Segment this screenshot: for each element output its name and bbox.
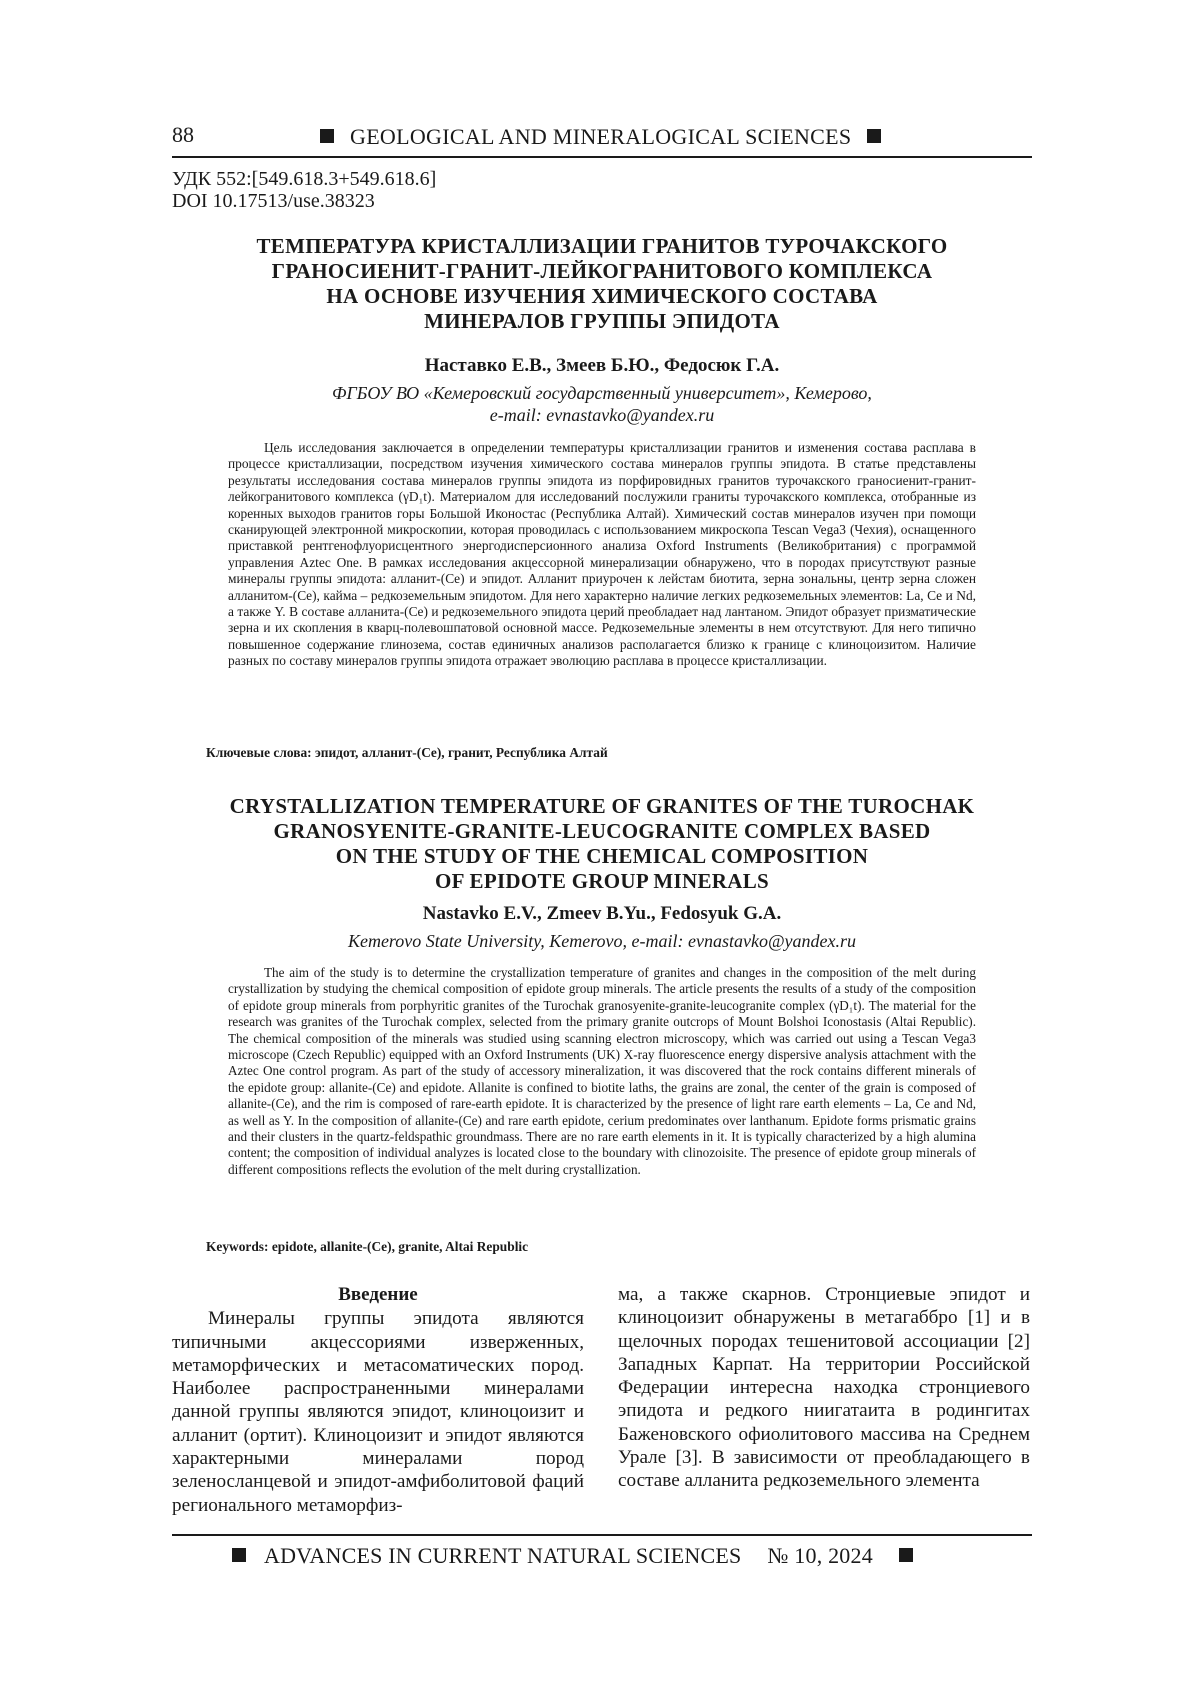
- section-heading: Введение: [172, 1283, 584, 1306]
- abstract-en: The aim of the study is to determine the crystallization temperature of granites and changes in the composition of the melt during crystallization by studying the chemical composition of epidote group minerals. The article presents the results of a study of the composition of epidote group minerals from porphyritic granites of the Turochak granosyenite-granite-leucogranite complex (γD₁t). The material for the research was granites of the Turochak complex, selected from the primary granite outcrops of Mount Bolshoi Iconostasis (Altai Republic). The chemical composition of the minerals was studied using scanning electron microscopy, which was carried out using a Tescan Vega3 microscope (Czech Republic) equipped with an Oxford Instruments (UK) X-ray fluorescence energy dispersive analysis attachment with the Aztec One control program. As part of the study of accessory mineralization, it was discovered that the rock contains different minerals of the epidote group: allanite-(Ce) and epidote. Allanite is confined to biotite laths, the grains are zonal, the center of the grain is composed of allanite-(Ce), and the rim is composed of rare-earth epidote. It is characterized by the presence of light rare earth elements – La, Ce and Nd, as well as Y. In the composition of allanite-(Ce) and rare earth epidote, cerium predominates over lanthanum. Epidote forms prismatic grains and their clusters in the quartz-feldspathic groundmass. There are no rare earth elements in it. It is typically characterized by a high alumina content; the composition of individual analyzes is located close to the boundary with clinozoisite. The presence of epidote group minerals of different compositions reflects the evolution of the melt during crystallization.: [228, 965, 976, 1178]
- doi: DOI 10.17513/use.38323: [172, 190, 375, 212]
- abstract-ru: Цель исследования заключается в определении температуры кристаллизации гранитов и изменения состава расплава в процессе кристаллизации, посредством изучения химического состава минералов группы эпидота. В статье представлены результаты исследования состава минералов группы эпидота из порфировидных гранитов турочакского граносиенит-гранит-лейкогранитового комплекса (γD₁t). Материалом для исследований послужили граниты турочакского комплекса, отобранные из коренных выходов гранитов горы Большой Иконостас (Республика Алтай). Химический состав минералов изучен при помощи сканирующей электронной микроскопии, которая проводилась с использованием микроскопа Tescan Vega3 (Чехия), оснащенного приставкой рентгенофлуорисцентного энергодисперсионного анализа Oxford Instruments (Великобритания) с программой управления Aztec One. В рамках исследования акцессорной минерализации обнаружено, что в породах присутствуют разные минералы группы эпидота: алланит-(Ce) и эпидот. Алланит приурочен к лейстам биотита, зерна зональны, центр зерна сложен алланитом-(Ce), кайма – редкоземельным эпидотом. Для него характерно наличие легких редкоземельных элементов: La, Ce и Nd, а также Y. В составе алланита-(Ce) и редкоземельного эпидота церий преобладает над лантаном. Эпидот образует призматические зерна и их скопления в кварц-полевошпатовой основной массе. Редкоземельные элементы в нем отсутствуют. Для него типично повышенное содержание глинозема, состав единичных анализов располагается близко к границе с клиноцоизитом. Наличие разных по составу минералов группы эпидота отражает эволюцию расплава в процессе кристаллизации.: [228, 440, 976, 670]
- running-head: [320, 124, 881, 150]
- authors-en: Nastavko E.V., Zmeev B.Yu., Fedosyuk G.A.: [172, 903, 1032, 925]
- square-bullet-icon: [899, 1548, 913, 1562]
- affiliation-email: e-mail: evnastavko@yandex.ru: [172, 404, 1032, 426]
- affiliation-line: ФГБОУ ВО «Кемеровский государственный университет», Кемерово,: [172, 382, 1032, 404]
- issue-number: № 10, 2024: [767, 1543, 873, 1568]
- title-line: НА ОСНОВЕ ИЗУЧЕНИЯ ХИМИЧЕСКОГО СОСТАВА: [172, 284, 1032, 309]
- square-bullet-icon: [320, 129, 334, 143]
- body-column-right: [618, 1283, 1030, 1493]
- title-ru: [172, 234, 1032, 334]
- affiliation-ru: [172, 382, 1032, 426]
- keywords-en: Keywords: epidote, allanite-(Ce), granite, Altai Republic: [206, 1239, 528, 1255]
- affiliation-en: Kemerovo State University, Kemerovo, e-mail: evnastavko@yandex.ru: [172, 930, 1032, 952]
- page-number: 88: [172, 122, 194, 148]
- title-line: ГРАНОСИЕНИТ-ГРАНИТ-ЛЕЙКОГРАНИТОВОГО КОМПЛЕКСА: [172, 259, 1032, 284]
- square-bullet-icon: [232, 1548, 246, 1562]
- title-line: МИНЕРАЛОВ ГРУППЫ ЭПИДОТА: [172, 309, 1032, 334]
- header-rule: [172, 156, 1032, 158]
- footer: [232, 1543, 913, 1569]
- footer-rule: [172, 1534, 1032, 1536]
- title-line: ON THE STUDY OF THE CHEMICAL COMPOSITION: [172, 844, 1032, 869]
- title-en: [172, 794, 1032, 894]
- title-line: ТЕМПЕРАТУРА КРИСТАЛЛИЗАЦИИ ГРАНИТОВ ТУРОЧАКСКОГО: [172, 234, 1032, 259]
- running-title: GEOLOGICAL AND MINERALOGICAL SCIENCES: [350, 124, 851, 149]
- body-column-left: [172, 1283, 584, 1517]
- keywords-ru: Ключевые слова: эпидот, алланит-(Ce), гранит, Республика Алтай: [206, 745, 608, 761]
- title-line: GRANOSYENITE-GRANITE-LEUCOGRANITE COMPLEX BASED: [172, 819, 1032, 844]
- square-bullet-icon: [867, 129, 881, 143]
- body-paragraph: Минералы группы эпидота являются типичными акцессориями изверженных, метаморфических и метасоматических пород. Наиболее распространенными минералами данной группы являются эпидот, клиноцоизит и алланит (ортит). Клиноцоизит и эпидот являются характерными минералами пород зеленосланцевой и эпидот-амфиболитовой фаций регионального метаморфиз-: [172, 1307, 584, 1517]
- authors-ru: Наставко Е.В., Змеев Б.Ю., Федосюк Г.А.: [172, 355, 1032, 377]
- title-line: OF EPIDOTE GROUP MINERALS: [172, 869, 1032, 894]
- udk-code: УДК 552:[549.618.3+549.618.6]: [172, 168, 436, 190]
- journal-name: ADVANCES IN CURRENT NATURAL SCIENCES: [264, 1543, 741, 1568]
- body-paragraph: ма, а также скарнов. Стронциевые эпидот и клиноцоизит обнаружены в метагаббро [1] и в щелочных породах тешенитовой ассоциации [2] Западных Карпат. На территории Российской Федерации интересна находка стронциевого эпидота и редкого ниигатаита в родингитах Баженовского офиолитового массива на Среднем Урале [3]. В зависимости от преобладающего в составе алланита редкоземельного элемента: [618, 1283, 1030, 1493]
- title-line: CRYSTALLIZATION TEMPERATURE OF GRANITES OF THE TUROCHAK: [172, 794, 1032, 819]
